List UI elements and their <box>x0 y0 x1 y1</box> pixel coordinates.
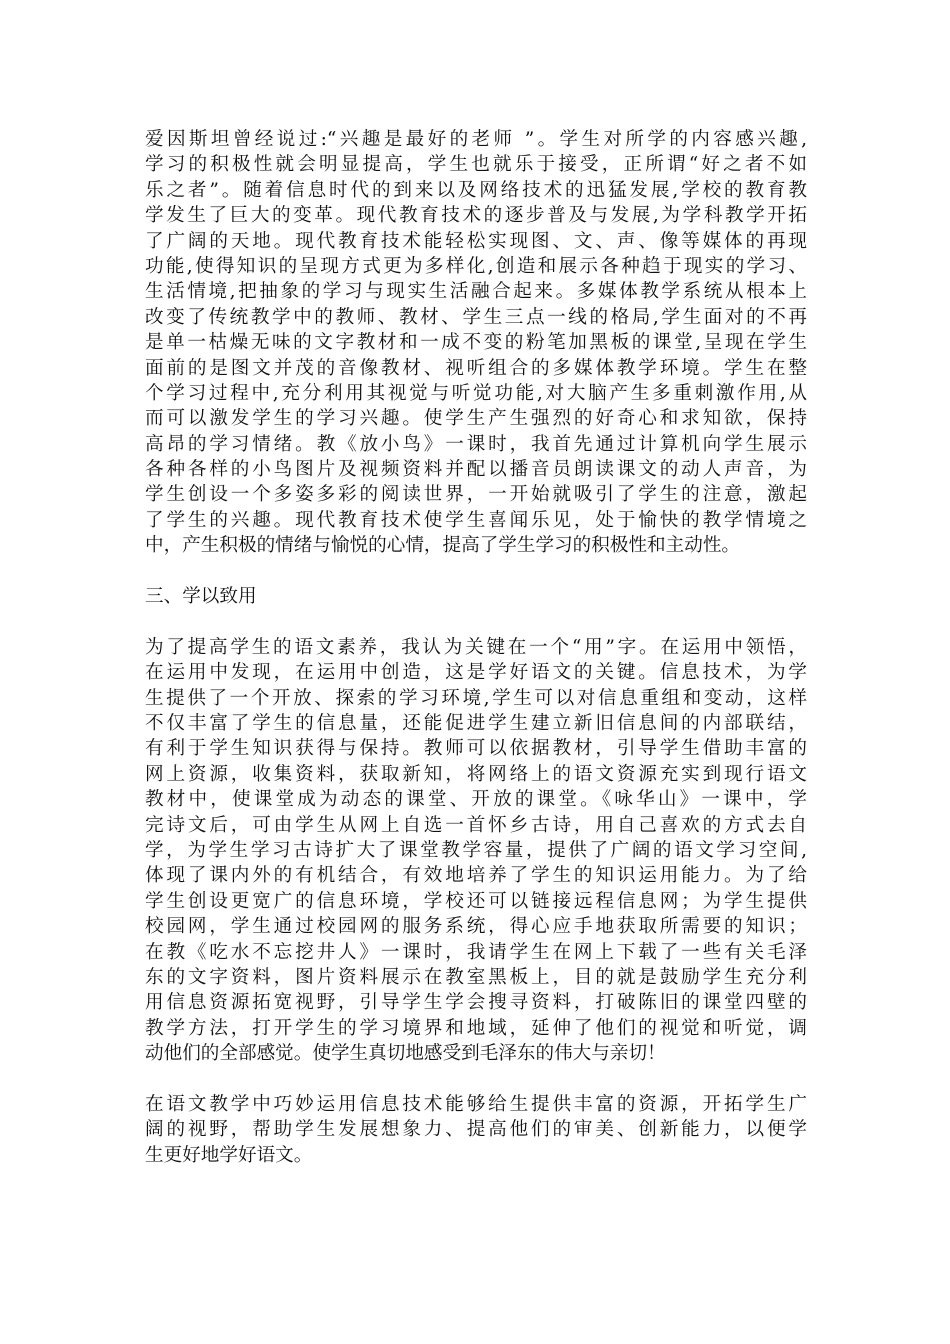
text-line: 学生创设更宽广的信息环境，学校还可以链接远程信息网；为学生提供 <box>145 890 807 912</box>
text-line: 动他们的全部感觉。使学生真切地感受到毛泽东的伟大与亲切！ <box>145 1043 666 1065</box>
text-line: 不仅丰富了学生的信息量，还能促进学生建立新旧信息间的内部联结， <box>145 712 807 734</box>
text-line: 是单一枯燥无味的文字教材和一成不变的粉笔加黑板的课堂,呈现在学生 <box>145 332 807 354</box>
text-line: 用信息资源拓宽视野，引导学生学会搜寻资料，打破陈旧的课堂四壁的 <box>145 992 807 1014</box>
text-line: 为了提高学生的语文素养，我认为关键在一个“用”字。在运用中领悟， <box>145 636 807 658</box>
paragraph-interest <box>145 127 807 559</box>
text-line: 有利于学生知识获得与保持。教师可以依据教材，引导学生借助丰富的 <box>145 738 807 760</box>
text-line: 生活情境,把抽象的学习与现实生活融合起来。多媒体教学系统从根本上 <box>145 281 807 303</box>
text-line: 个学习过程中,充分利用其视觉与听觉功能,对大脑产生多重刺激作用,从 <box>145 382 807 404</box>
text-line: 而可以激发学生的学习兴趣。使学生产生强烈的好奇心和求知欲，保持 <box>145 408 807 430</box>
paragraph-gap <box>145 1066 807 1091</box>
text-line: 在语文教学中巧妙运用信息技术能够给生提供丰富的资源，开拓学生广 <box>145 1093 807 1115</box>
text-line: 了广阔的天地。现代教育技术能轻松实现图、文、声、像等媒体的再现 <box>145 230 807 252</box>
text-line: 中，产生积极的情绪与愉悦的心情，提高了学生学习的积极性和主动性。 <box>145 535 741 557</box>
text-line: 改变了传统教学中的教师、教材、学生三点一线的格局,学生面对的不再 <box>145 306 807 328</box>
document-page <box>145 127 807 1168</box>
text-line: 网上资源，收集资料，获取新知，将网络上的语文资源充实到现行语文 <box>145 763 807 785</box>
text-line: 体现了课内外的有机结合，有效地培养了学生的知识运用能力。为了给 <box>145 865 807 887</box>
text-line: 学，为学生学习古诗扩大了课堂教学容量，提供了广阔的语文学习空间, <box>145 839 807 861</box>
text-line: 完诗文后，可由学生从网上自选一首怀乡古诗，用自己喜欢的方式去自 <box>145 814 807 836</box>
paragraph-apply <box>145 635 807 1067</box>
text-line: 高昂的学习情绪。教《放小鸟》一课时，我首先通过计算机向学生展示 <box>145 433 807 455</box>
paragraph-conclusion <box>145 1092 807 1168</box>
text-line: 教材中，使课堂成为动态的课堂、开放的课堂。《咏华山》一课中，学 <box>145 789 807 811</box>
text-line: 功能,使得知识的呈现方式更为多样化,创造和展示各种趋于现实的学习、 <box>145 255 807 277</box>
text-line: 了学生的兴趣。现代教育技术使学生喜闻乐见，处于愉快的教学情境之 <box>145 509 807 531</box>
paragraph-gap <box>145 609 807 634</box>
text-line: 在教《吃水不忘挖井人》一课时，我请学生在网上下载了一些有关毛泽 <box>145 941 807 963</box>
paragraph-gap <box>145 559 807 584</box>
text-line: 学发生了巨大的变革。现代教育技术的逐步普及与发展,为学科教学开拓 <box>145 205 807 227</box>
text-line: 各种各样的小鸟图片及视频资料并配以播音员朗读课文的动人声音，为 <box>145 459 807 481</box>
text-line: 阔的视野，帮助学生发展想象力、提高他们的审美、创新能力，以便学 <box>145 1119 807 1141</box>
section-heading-apply: 三、学以致用 <box>145 586 257 608</box>
text-line: 校园网，学生通过校园网的服务系统，得心应手地获取所需要的知识； <box>145 916 807 938</box>
text-line: 生提供了一个开放、探索的学习环境,学生可以对信息重组和变动，这样 <box>145 687 807 709</box>
text-line: 面前的是图文并茂的音像教材、视听组合的多媒体教学环境。学生在整 <box>145 357 807 379</box>
text-line: 东的文字资料，图片资料展示在教室黑板上，目的就是鼓励学生充分利 <box>145 966 807 988</box>
text-line: 爱因斯坦曾经说过:“兴趣是最好的老师 ”。学生对所学的内容感兴趣, <box>145 129 807 150</box>
text-line: 学生创设一个多姿多彩的阅读世界，一开始就吸引了学生的注意，激起 <box>145 484 807 506</box>
text-line: 乐之者”。随着信息时代的到来以及网络技术的迅猛发展,学校的教育教 <box>145 179 807 201</box>
text-line: 教学方法，打开学生的学习境界和地域，延伸了他们的视觉和听觉，调 <box>145 1017 807 1039</box>
text-line: 生更好地学好语文。 <box>145 1144 313 1166</box>
text-line: 在运用中发现，在运用中创造，这是学好语文的关键。信息技术，为学 <box>145 662 807 684</box>
text-line: 学习的积极性就会明显提高，学生也就乐于接受，正所谓“好之者不如 <box>145 154 807 176</box>
